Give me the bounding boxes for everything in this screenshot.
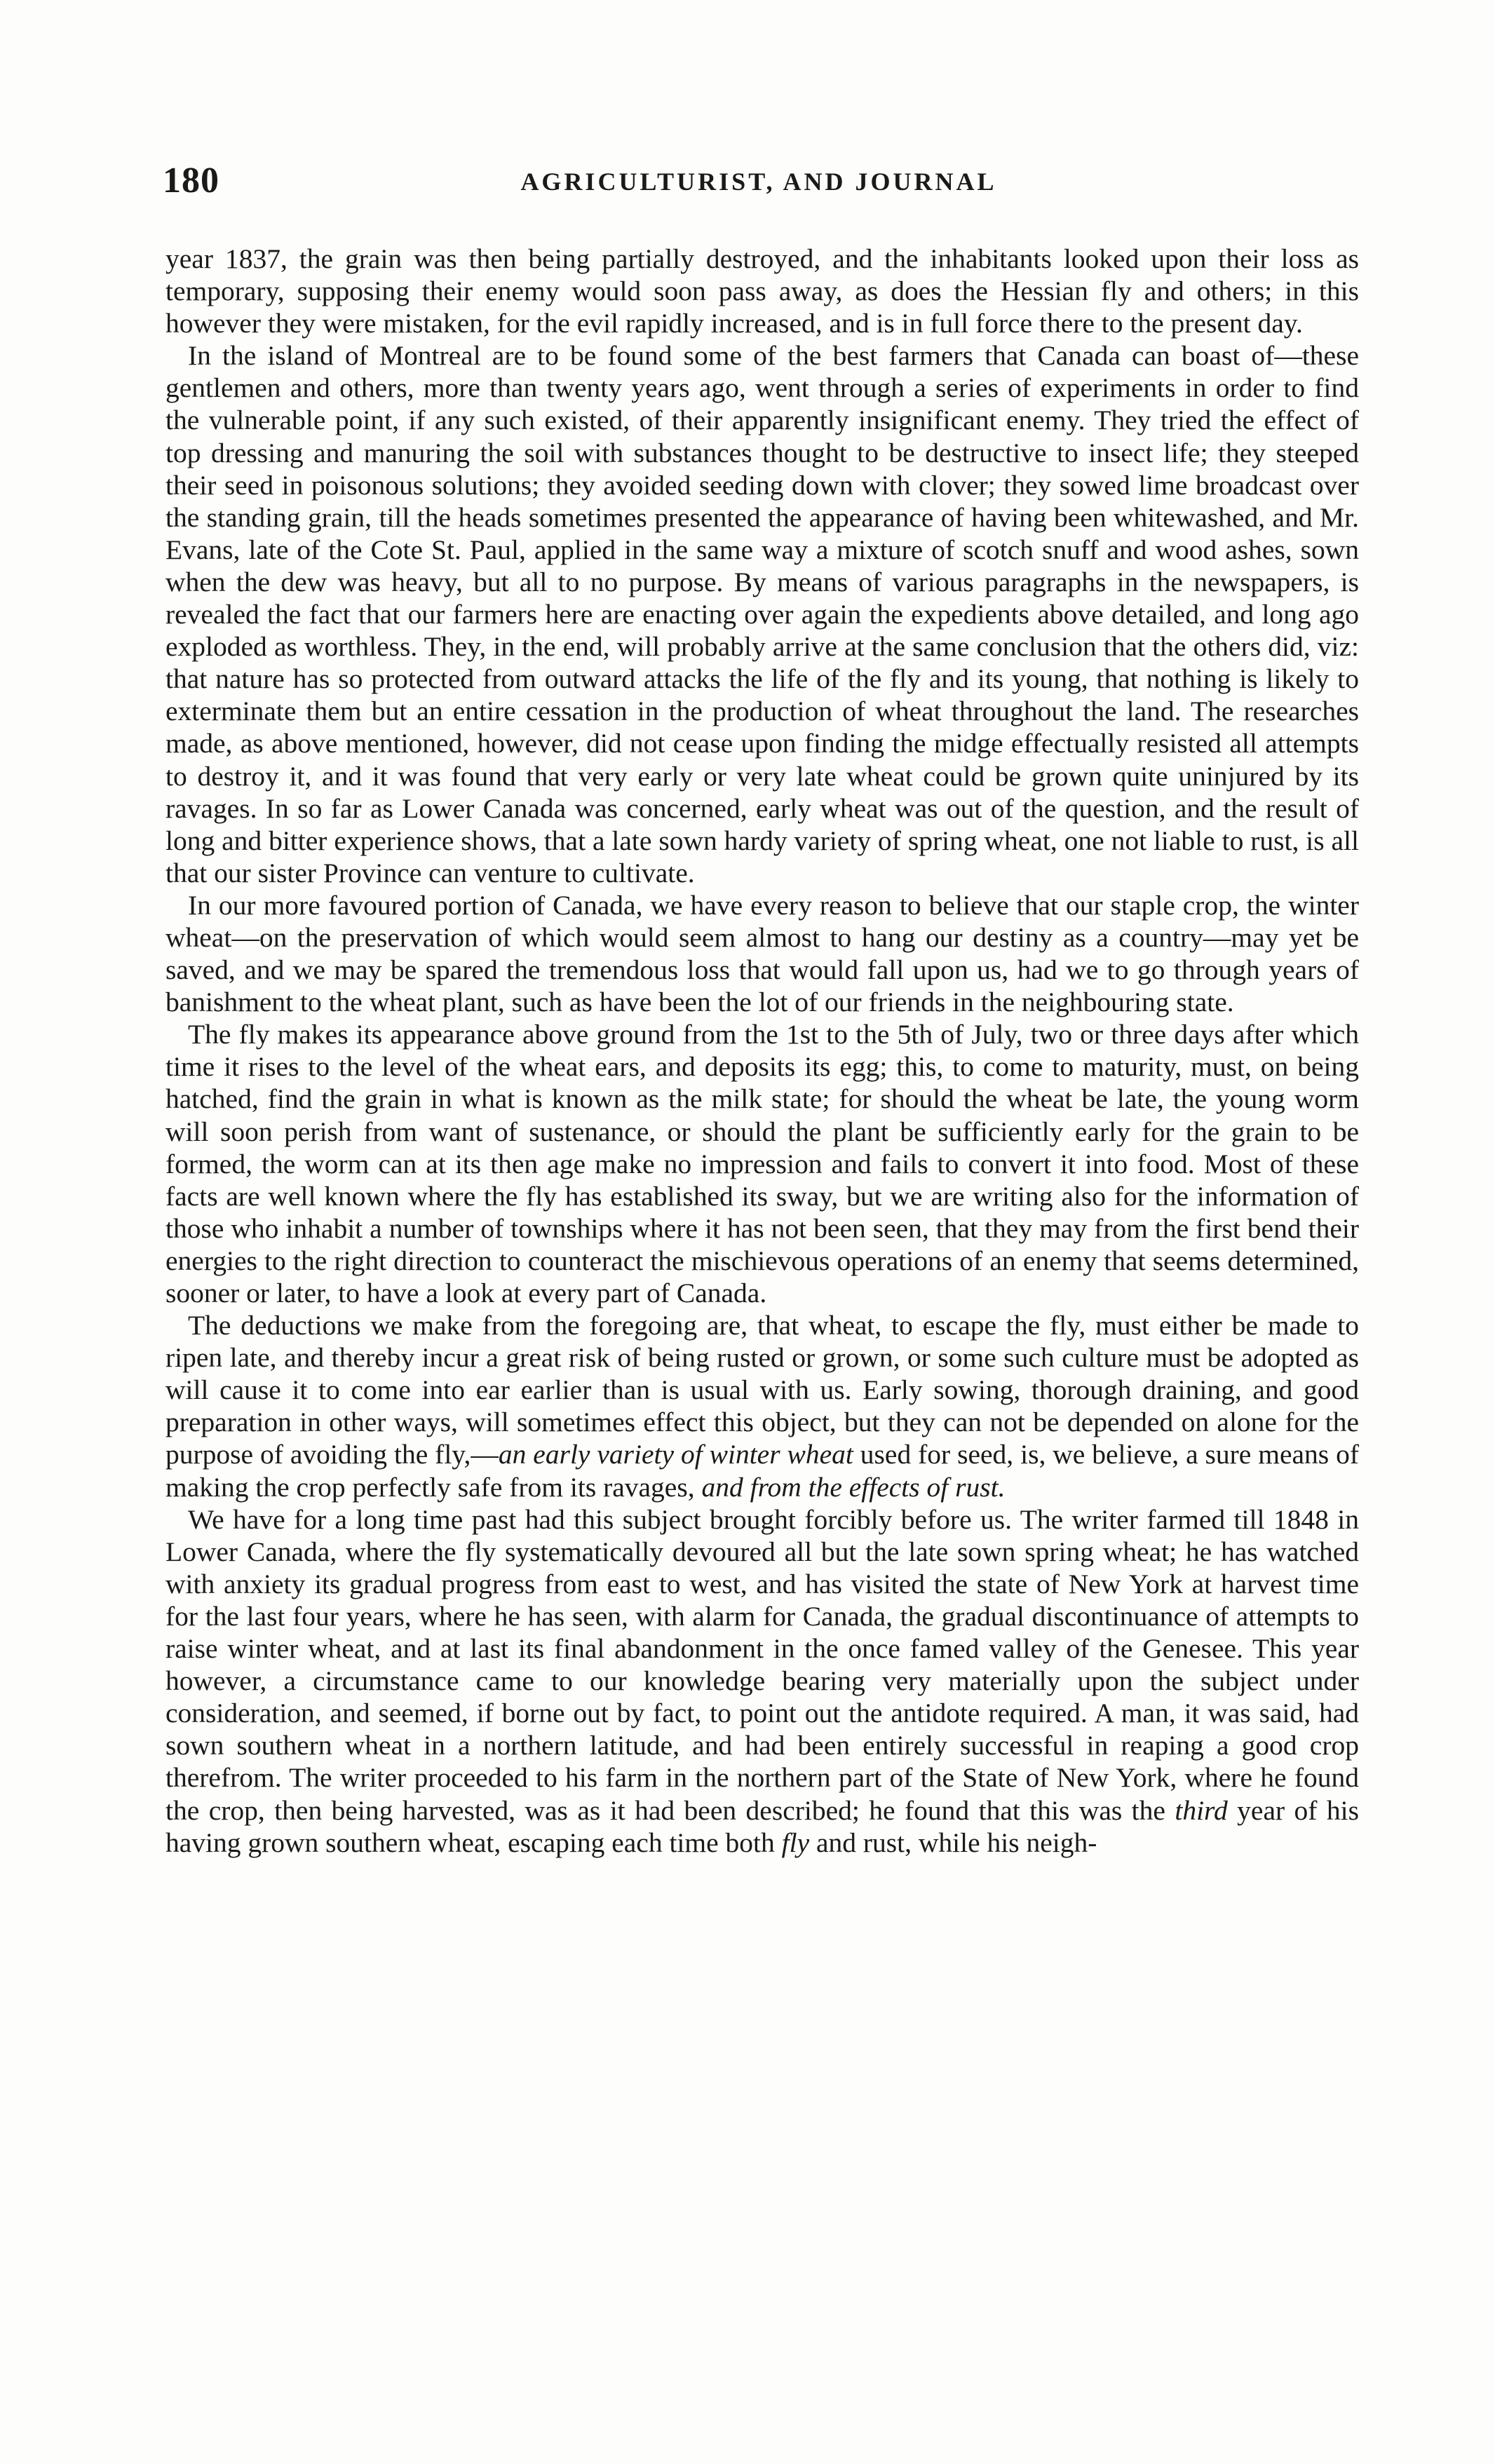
article-body [165,243,1359,1859]
paragraph-text: The deductions we make from the foregoing are, that wheat, to escape the fly, must either be made to ripen late, and thereby incur a great risk of being rusted or grown, or some such culture must be adopted as will cause it to come into ear earlier than is usual with us. Early sowing, thorough draining, and good preparation in other ways, will sometimes effect this object, but they can not be depended on alone for the purpose of avoiding the fly,— [165,1310,1359,1470]
paragraph-text: We have for a long time past had this subject brought forcibly before us. The writer farmed till 1848 in Lower Canada, where the fly systematically devoured all but the late sown spring wheat; he has watched with anxiety its gradual progress from east to west, and has visited the state of New York at harvest time for the last four years, where he has seen, with alarm for Canada, the gradual discontinuance of attempts to raise winter wheat, and at last its final abandonment in the once famed valley of the Genesee. This year however, a circumstance came to our knowledge bearing very materially upon the subject under consideration, and seemed, if borne out by fact, to point out the antidote required. A man, it was said, had sown southern wheat in a northern latitude, and had been entirely successful in reaping a good crop therefrom. The writer proceeded to his farm in the northern part of the State of New York, where he found the crop, then being harvested, was as it had been described; he found that this was the [165,1503,1359,1826]
page-number: 180 [163,161,219,201]
paragraph [165,1503,1359,1859]
paragraph: The fly makes its appearance above ground from the 1st to the 5th of July, two or three days after which time it rises to the level of the wheat ears, and deposits its egg; this, to come to maturity, must, on being hatched, find the grain in what is known as the milk state; for should the wheat be late, the young worm will soon perish from want of sustenance, or should the plant be sufficiently early for the grain to be formed, the worm can at its then age make no impression and fails to convert it into food. Most of these facts are well known where the fly has established its sway, but we are writing also for the information of those who inhabit a number of townships where it has not been seen, that they may from the first bend their energies to the right direction to counteract the mischievous operations of an enemy that seems determined, sooner or later, to have a look at every part of Canada. [165,1019,1359,1308]
italic-phrase: and from the effects of rust. [701,1471,1006,1503]
paragraph-text: used for seed, is, we believe, a sure means of making the crop perfectly safe from its ravages, [165,1439,1360,1503]
paragraph: In our more favoured portion of Canada, we have every reason to believe that our staple crop, the winter wheat—on the preservation of which would seem almost to hang our destiny as a country—may yet be saved, and we may be spared the tremendous loss that would fall upon us, had we to go through years of banishment to the wheat plant, such as have been the lot of our friends in the neighbouring state. [165,889,1359,1018]
paragraph: year 1837, the grain was then being partially destroyed, and the inhabitants looked upon their loss as temporary, supposing their enemy would soon pass away, as does the Hessian fly and others; in this however they were mistaken, for the evil rapidly increased, and is in full force there to the present day. [165,243,1359,339]
running-head: AGRICULTURIST, AND JOURNAL [520,168,997,196]
page-header [163,160,1355,209]
paragraph: In the island of Montreal are to be found some of the best farmers that Canada can boast of—these gentlemen and others, more than twenty years ago, went through a series of experiments in order to find the vulnerable point, if any such existed, of their apparently insignificant enemy. They tried the effect of top dressing and manuring the soil with substances thought to be destructive to insect life; they steeped their seed in poisonous solutions; they avoided seeding down with clover; they sowed lime broadcast over the standing grain, till the heads sometimes presented the appearance of having been whitewashed, and Mr. Evans, late of the Cote St. Paul, applied in the same way a mixture of scotch snuff and wood ashes, sown when the dew was heavy, but all to no purpose. By means of various paragraphs in the newspapers, is revealed the fact that our farmers here are enacting over again the expedients above detailed, and long ago exploded as worthless. They, in the end, will probably arrive at the same conclusion that the others did, viz: that nature has so protected from outward attacks the life of the fly and its young, that nothing is likely to exterminate them but an entire cessation in the production of wheat throughout the land. The researches made, as above mentioned, however, did not cease upon finding the midge effectually resisted all attempts to destroy it, and it was found that very early or very late wheat could be grown quite uninjured by its ravages. In so far as Lower Canada was concerned, early wheat was out of the question, and the result of long and bitter experience shows, that a late sown hardy variety of spring wheat, one not liable to rust, is all that our sister Province can venture to cultivate. [165,340,1359,888]
paragraph [165,1309,1359,1503]
italic-word: third [1175,1794,1228,1826]
italic-phrase: an early variety of winter wheat [498,1439,853,1470]
paragraph-text: year of his having grown southern wheat, escaping each time both [165,1794,1359,1858]
paragraph-text: and rust, while his neigh- [809,1827,1097,1858]
italic-word: fly [781,1827,810,1858]
